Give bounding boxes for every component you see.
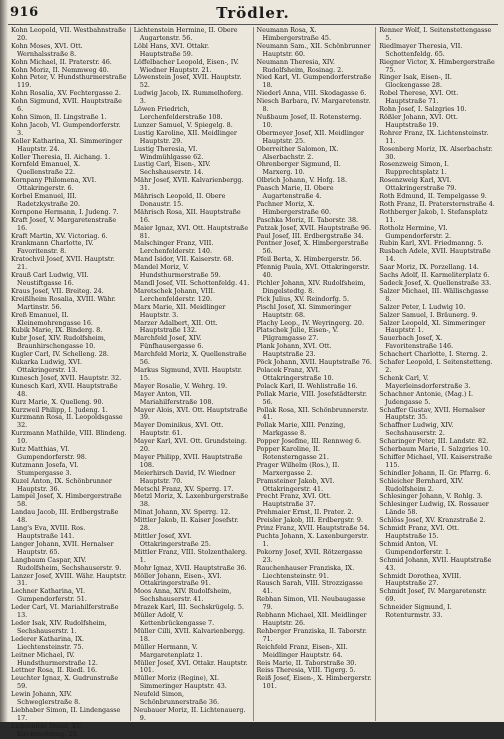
directory-entry: Kornpany Philomena, XVI. Ottakringerstr. 6. <box>11 176 97 193</box>
directory-entry: Roth Edmund, II. Tempelgasse 9. <box>379 192 487 201</box>
directory-entry: Scharinger Peter, III. Landstr. 82. <box>379 437 489 446</box>
directory-entry: Schlöss Josef, XV. Kranzstraße 2. <box>379 516 486 525</box>
directory-entry: Nußbaum Josef, II. Rotensterng. 10. <box>256 112 362 129</box>
directory-entry: Kreß Emanuel, II. Kleinemohrengasse 16. <box>11 310 93 327</box>
directory-entry: Lechner Katharina, VI. Gumpendorferstr. 51. <box>11 587 87 604</box>
directory-entry: Riedlmayer Theresia, VII. Schottenfeldg. 65. <box>379 41 463 58</box>
directory-entry: Löwenstein Josef, XVII. Hauptstr. 52. <box>133 73 242 90</box>
directory-entry: Schafer Leopold, I. Seitenstetteng. 2. <box>379 358 493 374</box>
directory-entry: Polack Karl, II. Wehlistraße 16. <box>256 381 358 390</box>
directory-entry: Mand Isidor, VII. Kaiserstr. 68. <box>133 255 234 264</box>
directory-entry: Pichler Johann, XIV. Rudolfsheim, Dingelstedtg. 8. <box>256 279 366 295</box>
directory-entry: Mayer Rosalie, V. Wehrg. 19. <box>133 381 228 390</box>
directory-entry: Müller Cilli, XVII. Kalvarienbergg. 18. <box>133 626 245 643</box>
directory-entry: Mährisch Rosa, XII. Hauptstraße 16. <box>133 207 241 224</box>
directory-entry: Kohn Leopold, VII. Westbahnstraße 20. <box>11 26 127 42</box>
directory-entry: Marchfeld Moriz, X. Quellenstraße 56. <box>133 350 247 367</box>
directory-entry: Kubik Marie, IX. Binderg. 8. <box>11 326 103 335</box>
directory-entry: Reichfeld Franz, Eisen-, XII. Meidlinger Hauptstr. 64. <box>256 642 348 659</box>
directory-entry: Reis Marie, II. Taborstraße 30. <box>256 658 357 667</box>
directory-entry: Kurz Marie, X. Quelleng. 90. <box>11 397 104 406</box>
directory-entry: Krauß Carl Ludwig, VII. Neustiftgasse 16. <box>11 271 89 287</box>
directory-entry: Malschinger Franz, VIII. Lerchenfelderstr. 140. <box>133 239 214 256</box>
directory-entry: Neufeld Simon, Schönbrunnerstraße 36. <box>133 690 220 707</box>
directory-entry: Oberreither Salomon, IX. Alserbachstr. 2. <box>256 144 339 161</box>
directory-entry: Pollak Rosa, XII. Schönbrunnerstr. 41. <box>256 405 369 422</box>
directory-entry: Rubin Karl, XVI. Friedmanng. 5. <box>379 239 484 248</box>
directory-entry: Schaffner Ludwig, XIV. Sechshauserstr. 2. <box>379 421 454 438</box>
directory-entry: Kraus Josef, VII. Breiteg. 24. <box>11 286 104 295</box>
directory-entry: Schmidt Dorothea, XVIII. Hauptstraße 27. <box>379 571 462 588</box>
directory-entry: Kreißlheim Rosalia, XVIII. Währ. Martinstr. 56. <box>11 294 116 311</box>
directory-entry: Mandl Josef, VII. Schottenfeldg. 41. <box>133 279 250 287</box>
directory-entry: Salzer Michael, III. Wällischgasse 8. <box>379 286 489 303</box>
directory-entry: Sachs Adolf, II. Karmeliterplatz 6. <box>379 271 490 280</box>
directory-entry: Obermeyer Josef, XII. Meidlinger Hauptstr. 25. <box>256 128 364 145</box>
directory-entry: Leder Carl, VI. Mariahilferstraße 13. <box>11 603 119 620</box>
directory-entry: Robel Therese, XVI. Ott. Hauptstraße 71. <box>379 89 459 106</box>
directory-entry: Kohn Moses, XVI. Ott. Wernhalsstraße 8. <box>11 41 83 58</box>
directory-entry: Riegner Victor, X. Himbergerstraße 75. <box>379 57 495 74</box>
directory-entry: Rusbach Adele, XVII. Hauptstraße 14. <box>379 247 491 264</box>
directory-entry: Lunzer Samuel, V. Spiegelg. 8. <box>133 120 233 129</box>
page-header <box>8 4 498 25</box>
directory-entry: Rosenzweig Karl, XVI. Ottakringerstraße 79. <box>379 176 457 193</box>
directory-entry: Marzer Adalbert, XII. Ott. Hauptstraße 132. <box>133 318 218 335</box>
directory-entry: Schachner Antonie, (Mag.) I. Judengasse 5. <box>379 389 474 406</box>
directory-entry: Kurzmann Rosa, II. Leopoldsgasse 32. <box>11 413 123 430</box>
directory-entry: Schmid Johann, XVII. Hauptstraße 43. <box>379 555 492 572</box>
directory-entry: Maier Ignaz, XVI. Ott. Hauptstraße 81. <box>133 223 249 240</box>
directory-entry: Platschek Julie, Eisen-, V. Pilgramgasse 27. <box>256 326 339 343</box>
directory-entry: Mayer Karl, XVI. Ott. Grundsteing. 20. <box>133 437 247 454</box>
directory-entry: Rosenzweig Simon, I. Rupprechtsplatz 1. <box>379 160 449 177</box>
directory-entry: Rehberger Franziska, II. Taborstr. 71. <box>256 626 367 643</box>
directory-entry: Kunesch Karl, XVII. Hauptstraße 48. <box>11 381 118 398</box>
directory-entry: Mittler Jakob, II. Kaiser Josefstr. 28. <box>133 516 239 533</box>
directory-entry: Kukarka Ludwig, XVI. Ottakringerstr. 13. <box>11 358 83 374</box>
directory-entry: Paschka Moriz, II. Taborstr. 38. <box>256 215 359 224</box>
directory-entry: Sadeck Josef, X. Quellenstraße 33. <box>379 279 492 287</box>
directory-entry: Polacek Franz, XVI. Ottakringerstraße 10. <box>256 365 334 382</box>
directory-entry: Neumann Rosa, X. Himbergerstraße 45. <box>256 26 331 42</box>
directory-entry: Kratochvil Josef, XVII. Hauptstr. 21. <box>11 255 115 272</box>
directory-entry: Olbrich Johann, V. Hofg. 18. <box>256 176 347 185</box>
directory-entry: Paul Josef, III. Erdbergstraße 34. <box>256 231 364 240</box>
directory-entry: Kraft Josef, V. Margaretenstraße 16. <box>11 215 117 232</box>
directory-entry: Müller Hermann, V. Margaretenplatz 1. <box>133 642 203 659</box>
directory-entry: Pick Julius, XV. Reindorfg. 5. <box>256 294 350 303</box>
directory-entry: Möller Johann, Eisen-, XVI. Ottakringerstraße 91. <box>133 571 222 588</box>
directory-entry: Saar Moriz, IX. Porzellang. 14. <box>379 263 479 272</box>
directory-entry: Kohn Michael, II. Praterstr. 46. <box>11 57 112 66</box>
directory-entry: Müller Adolf, V. Kettenbrückengasse 7. <box>133 611 215 627</box>
directory-entry: Rebhan Simon, VII. Neubaugasse 79. <box>256 595 366 612</box>
directory-entry: Pokorny Josef, XVII. Rötzergasse 23. <box>256 547 363 564</box>
directory-entry: Pramsteiner Jakob, XVI. Ottakringerstr. 41. <box>256 476 335 493</box>
directory-entry: Schachert Charlotte, I. Sterng. 2. <box>379 350 488 359</box>
directory-entry: Rohrer Franz, IX. Lichtensteinstr. 11. <box>379 128 489 145</box>
column-1 <box>8 26 131 738</box>
directory-entry: Schenk Carl, V. Mayerleinsdorferstraße 3. <box>379 373 471 390</box>
directory-entry: Sauerbach Josef, X. Favoritenstraße 146. <box>379 334 454 351</box>
directory-entry: Precht Franz, XVI. Ott. Hauptstraße 37. <box>256 492 331 509</box>
directory-entry: Pollak Marie, VIII. Josefstädterstr. 56. <box>256 389 367 406</box>
directory-entry: Preisler Jakob, III. Erdbergstr. 9. <box>256 516 363 525</box>
directory-entry: Niederl Anna, VIII. Skodagasse 6. <box>256 89 367 98</box>
directory-entry: Landau Jacob, III. Erdbergstraße 48. <box>11 508 119 525</box>
directory-entry: Schneider Sigmund, I. Rotenturmstr. 33. <box>379 603 452 620</box>
directory-entry: Löbl Hans, XVI. Ottakr. Hauptstraße 59. <box>133 41 210 58</box>
directory-entry: Lang's Eva, XVIII. Ros. Hauptstraße 141. <box>11 524 86 540</box>
directory-entry: Salzer Peter, I. Ludwig 10. <box>379 302 466 311</box>
directory-entry: Paasch Marie, II. Obere Augartenstraße 4. <box>256 184 334 201</box>
directory-entry: Müller Josef, XVI. Ottakr. Hauptstr. 101. <box>133 658 248 675</box>
directory-entry: Ohrenberger Sigmund, II. Marxerg. 10. <box>256 160 341 177</box>
directory-entry: Leuchter Ignaz, X. Gudrunstraße 59. <box>11 674 119 691</box>
directory-entry: Pöck Johann, XVII. Hauptstraße 76. <box>256 358 372 367</box>
directory-entry: Kraft Martin, XV. Victoriag. 6. <box>11 231 108 240</box>
directory-entry: Neumann Theresia, XIV. Rudolfsheim, Rosinag. 2. <box>256 57 344 74</box>
directory-entry: Löffelbacher Leopold, Eisen-, IV. Wiedner Hauptstr. 21. <box>133 57 239 74</box>
page-gutter-shadow <box>0 0 8 722</box>
directory-entry: Kurzweil Philipp, I. Judeng. 1. <box>11 405 108 414</box>
directory-entry: Prehmaier Ernst, II. Prater. 2. <box>256 508 354 517</box>
directory-entry: Lampel Josef, X. Himbergerstraße 58. <box>11 492 122 509</box>
directory-entry: Metschl Franz, XV. Sperrg. 17. <box>133 484 234 493</box>
directory-entry: Mayer Philipp, XVII. Hauptstraße 108. <box>133 452 243 469</box>
columns <box>8 26 498 738</box>
column-4 <box>376 27 498 721</box>
directory-entry: Liebhaber Simon, II. Lindengasse 17. <box>11 705 121 722</box>
directory-entry: Lichtenstein Hermine, II. Obere Augartenstr. 56. <box>133 26 238 42</box>
directory-entry: Ludwig Jacob, IX. Rummelhoferg. 3. <box>133 89 244 106</box>
directory-entry: Prinz Franz, XVII. Hauptstraße 54. <box>256 524 370 533</box>
directory-entry: Kornfeld Emanuel, X. Quellenstraße 22. <box>11 160 81 177</box>
page-number: 916 <box>10 5 39 20</box>
directory-entry: Popper Karoline, II. Rotensterngasse 21. <box>256 445 329 461</box>
directory-entry: Kuzel Anton, IX. Schönbrunner Hauptstr. 36. <box>11 476 112 493</box>
directory-entry: Mittler Franz, VIII. Stolzenthalerg. 1. <box>133 547 248 564</box>
directory-entry: Kutzmann Josefa, VI. Stumpergasse 3. <box>11 460 79 477</box>
directory-entry: Leitner Michael, IV. Hundsthurmerstraße 12. <box>11 650 98 667</box>
directory-entry: Scherbaum Marie, I. Salzgries 10. <box>379 445 491 454</box>
directory-entry: Marchfeld Josef, XIV. Fünfhausergasse 6. <box>133 334 204 351</box>
directory-entry: Leder Isak, XIV. Rudolfsheim, Sechshauserstr. 1. <box>11 618 107 635</box>
directory-entry: Markus Sigmund, XVII. Hauptstr. 15. <box>133 365 243 382</box>
directory-entry: Pollak Marie, XIII. Penzing, Markgasse 8. <box>256 421 346 438</box>
directory-entry: Pfennig Paula, XVI. Ottakringerstr. 40. <box>256 263 370 280</box>
column-3 <box>254 27 377 721</box>
directory-entry: Schmid Anton, VI. Gumpendorferstr. 1. <box>379 539 452 556</box>
directory-entry: Metzl Moriz, X. Laxenburgerstraße 38. <box>133 492 249 509</box>
directory-entry: Renner Wolf, I. Seitenstettengasse 5. <box>379 26 492 42</box>
directory-entry: Koller Theresia, II. Aichang. 1. <box>11 152 111 161</box>
directory-entry: Pentner Josef, X. Himbergerstraße 56. <box>256 239 369 256</box>
directory-entry: Kunesch Josef, XVII. Hauptstr. 32. <box>11 373 122 382</box>
directory-entry: Krankmann Charlotte, IV. Favoritenstr. 8. <box>11 239 94 256</box>
directory-entry: Kohn Rosalia, XV. Fechtergasse 2. <box>11 89 121 98</box>
column-2 <box>131 27 254 721</box>
directory-entry: Löwen Friedrich, Lerchenfelderstraße 108. <box>133 105 223 121</box>
directory-entry: Rebhann Michael, XII. Meidlinger Hauptstr. 26. <box>256 611 367 627</box>
directory-entry: Lustig Carl, Eisen-, XIV. Sechshauserstr. 14. <box>133 160 211 177</box>
directory-entry: Rausch Sarah, VIII. Strozzigasse 41. <box>256 579 363 596</box>
directory-entry: Schleicher Bernhard, XIV. Rudolfsheim 2. <box>379 476 464 493</box>
directory-entry: Rohn Josef, I. Salzgries 10. <box>379 105 467 114</box>
directory-entry: Mandel Moriz, V. Hundsthurmerstraße 59. <box>133 263 221 280</box>
directory-entry: Plachy Leop., IV. Weyringerg. 20. <box>256 318 365 327</box>
directory-entry: Müller Moriz (Regine), XI. Simmeringer Hauptstr. 43. <box>133 674 227 691</box>
directory-entry: Moos Anna, XIV. Rudolfsheim, Sechshauserstr. 41. <box>133 587 232 604</box>
directory-entry: Mittler Josef, XVI. Ottakringerstraße 25. <box>133 532 211 548</box>
directory-entry: Korbel Emanuel, III. Radetzkystraße 20. <box>11 192 81 208</box>
directory-entry: Kubr Josef, XIV. Rudolfsheim, Braunhirschengasse 10. <box>11 334 106 351</box>
directory-entry: Schmidt Franz, XVI. Ott. Hauptstraße 15. <box>379 524 460 540</box>
directory-entry: Maretschek Johann, VIII. Lerchenfelderstr. 120. <box>133 286 216 303</box>
directory-entry: Lewin Johann, XIV. Schweglerstraße 8. <box>11 690 81 707</box>
directory-entry: Schiffer Michael, VII. Kaiserstraße 115. <box>379 452 492 469</box>
directory-entry: Neubauer Moriz, II. Lichtenauerg. 9. <box>133 705 246 722</box>
directory-entry: Ringer Isak, Eisen-, II. Glockengasse 28. <box>379 73 452 90</box>
directory-entry: Rotholz Hermine, VI. Gumpendorferstr. 2. <box>379 223 452 240</box>
directory-entry: Minat Johann, XV. Sperrg. 12. <box>133 508 231 517</box>
directory-entry: Schaffer Gustav, XVII. Hernalser Hauptstr. 35. <box>379 405 486 422</box>
directory-entry: Kutz Matthias, VI. Gumpendorferstr. 98. <box>11 445 87 461</box>
directory-entry: Lustig Theresia, VI. Windmühlgasse 62. <box>133 144 204 161</box>
directory-entry: Meierhirsch David, IV. Wiedner Hauptstr. 70. <box>133 468 236 485</box>
directory-entry: Mayer Alois, XVI. Ott. Hauptstraße 39. <box>133 405 248 422</box>
directory-entry: Puchta Johann, X. Laxenburgerstr. 1. <box>256 532 369 548</box>
directory-entry: Reiß Josef, Eisen-, X. Himbergerstr. 101. <box>256 674 372 691</box>
directory-entry: Salzer Leopold, XI. Simmeringer Hauptstr. 1. <box>379 318 486 335</box>
directory-entry: Lettner Rosa, II. Riedl. 16. <box>11 666 98 675</box>
directory-entry: Kohn Simon, II. Lingstraße 1. <box>11 112 107 121</box>
directory-entry: Lichtenfels David, XV. Kirchstetterng. 29. <box>11 721 82 738</box>
directory-entry: Roth Franz, II. Pratersternstraße 4. <box>379 199 495 208</box>
directory-entry: Reiss Theresia, VIII. Tigerg. 5. <box>256 666 356 675</box>
directory-entry: Mrazek Karl, III. Sechskrügelg. 5. <box>133 603 244 612</box>
directory-entry: Koller Katharina, XI. Simmeringer Hauptstr. 24. <box>11 136 123 153</box>
directory-entry: Mähr Josef, XVII. Kalvarienbergg. 31. <box>133 176 244 193</box>
directory-entry: Kohn Peter, V. Hundsthurmerstraße 119. <box>11 73 127 90</box>
directory-entry: Kornpone Hermann, I. Judeng. 7. <box>11 207 119 216</box>
directory-entry: Niesch Barbara, IV. Margaretenstr. 8. <box>256 97 371 114</box>
directory-entry: Popper Josefine, III. Rennweg 6. <box>256 437 362 446</box>
directory-entry: Schmidt Josef, IV. Margaretenstr. 69. <box>379 587 487 604</box>
directory-entry: Rothberger Jakob, I. Stefansplatz 11. <box>379 207 488 224</box>
directory-entry: Lanzer Josef, XVIII. Währ. Hauptstr. 31. <box>11 571 127 588</box>
directory-entry: Kohn Moriz, II. Nemmweg 40. <box>11 65 109 74</box>
directory-entry: Prager Wilhelm (Ros.), II. Marxergasse 2. <box>256 460 340 477</box>
directory-entry: Kurzmann Mathilde, VIII. Blindeng. 10. <box>11 429 127 446</box>
directory-entry: Rauchenhauser Franziska, IX. Liechtensteinstr. 91. <box>256 563 355 580</box>
directory-entry: Schlesinger Johann, V. Rohlg. 3. <box>379 492 483 501</box>
directory-entry: Kohn Sigmund, XVII. Hauptstraße 6. <box>11 97 122 114</box>
directory-entry: Plank Johann, XVI. Ott. Hauptstraße 23. <box>256 342 332 359</box>
directory-entry: Lederer Katharina, IX. Liechtensteinstr. 75. <box>11 634 85 651</box>
directory-entry: Marx Marie, XII. Meidlinger Hauptstr. 3. <box>133 302 226 319</box>
directory-entry: Pfeil Berta, X. Himbergerstr. 56. <box>256 255 362 264</box>
directory-entry: Kugler Carl, IV. Schelleng. 28. <box>11 350 109 359</box>
directory-entry: Mährisch Leopold, II. Obere Donaustr. 15. <box>133 192 226 208</box>
directory-entry: Mohr Ignaz, XVII. Hauptstraße 36. <box>133 563 247 572</box>
directory-entry: Mayer Dominikus, XVI. Ott. Hauptstr. 61. <box>133 421 224 438</box>
directory-entry: Pischl Josef, XI. Simmeringer Hauptstr. 68. <box>256 302 352 319</box>
directory-entry: Lustig Karoline, XII. Meidlinger Hauptstr. 29. <box>133 128 237 145</box>
directory-entry: Rosenberg Moriz, IX. Alserbachstr. 30. <box>379 144 493 161</box>
directory-entry: Pachner Moriz, X. Himbergerstraße 60. <box>256 199 331 216</box>
directory-entry: Salzer Samuel, I. Bräunerg. 9. <box>379 310 478 319</box>
directory-entry: Mayer Anton, VII. Mariahilferstraße 108. <box>133 389 214 406</box>
directory-entry: Schindler Johann, II. Gr. Pfarrg. 6. <box>379 468 491 477</box>
directory-entry: Kohn Jacob, VI. Gumpendorferstr. 3. <box>11 120 121 137</box>
directory-entry: Rößler Johann, XVI. Ott. Hauptstraße 19. <box>379 112 458 129</box>
directory-entry: Langbaum Caspar, XIV. Rudolfsheim, Sechshauserstr. 9. <box>11 555 122 572</box>
directory-entry: Langer Johann, XVII. Hernalser Hauptstr. 65. <box>11 539 114 556</box>
directory-entry: Schlesinger Ludwig, IX. Rossauer Lände 58. <box>379 500 489 517</box>
directory-entry: Nied Karl, VI. Gumpendorferstraße 18. <box>256 73 372 90</box>
directory-entry: Patzak Josef, XVII. Hauptstraße 96. <box>256 223 372 232</box>
directory-entry: Neumann Sam., XII. Schönbrunner Hauptstr. 60. <box>256 41 371 58</box>
running-head: Trödler. <box>216 4 290 22</box>
